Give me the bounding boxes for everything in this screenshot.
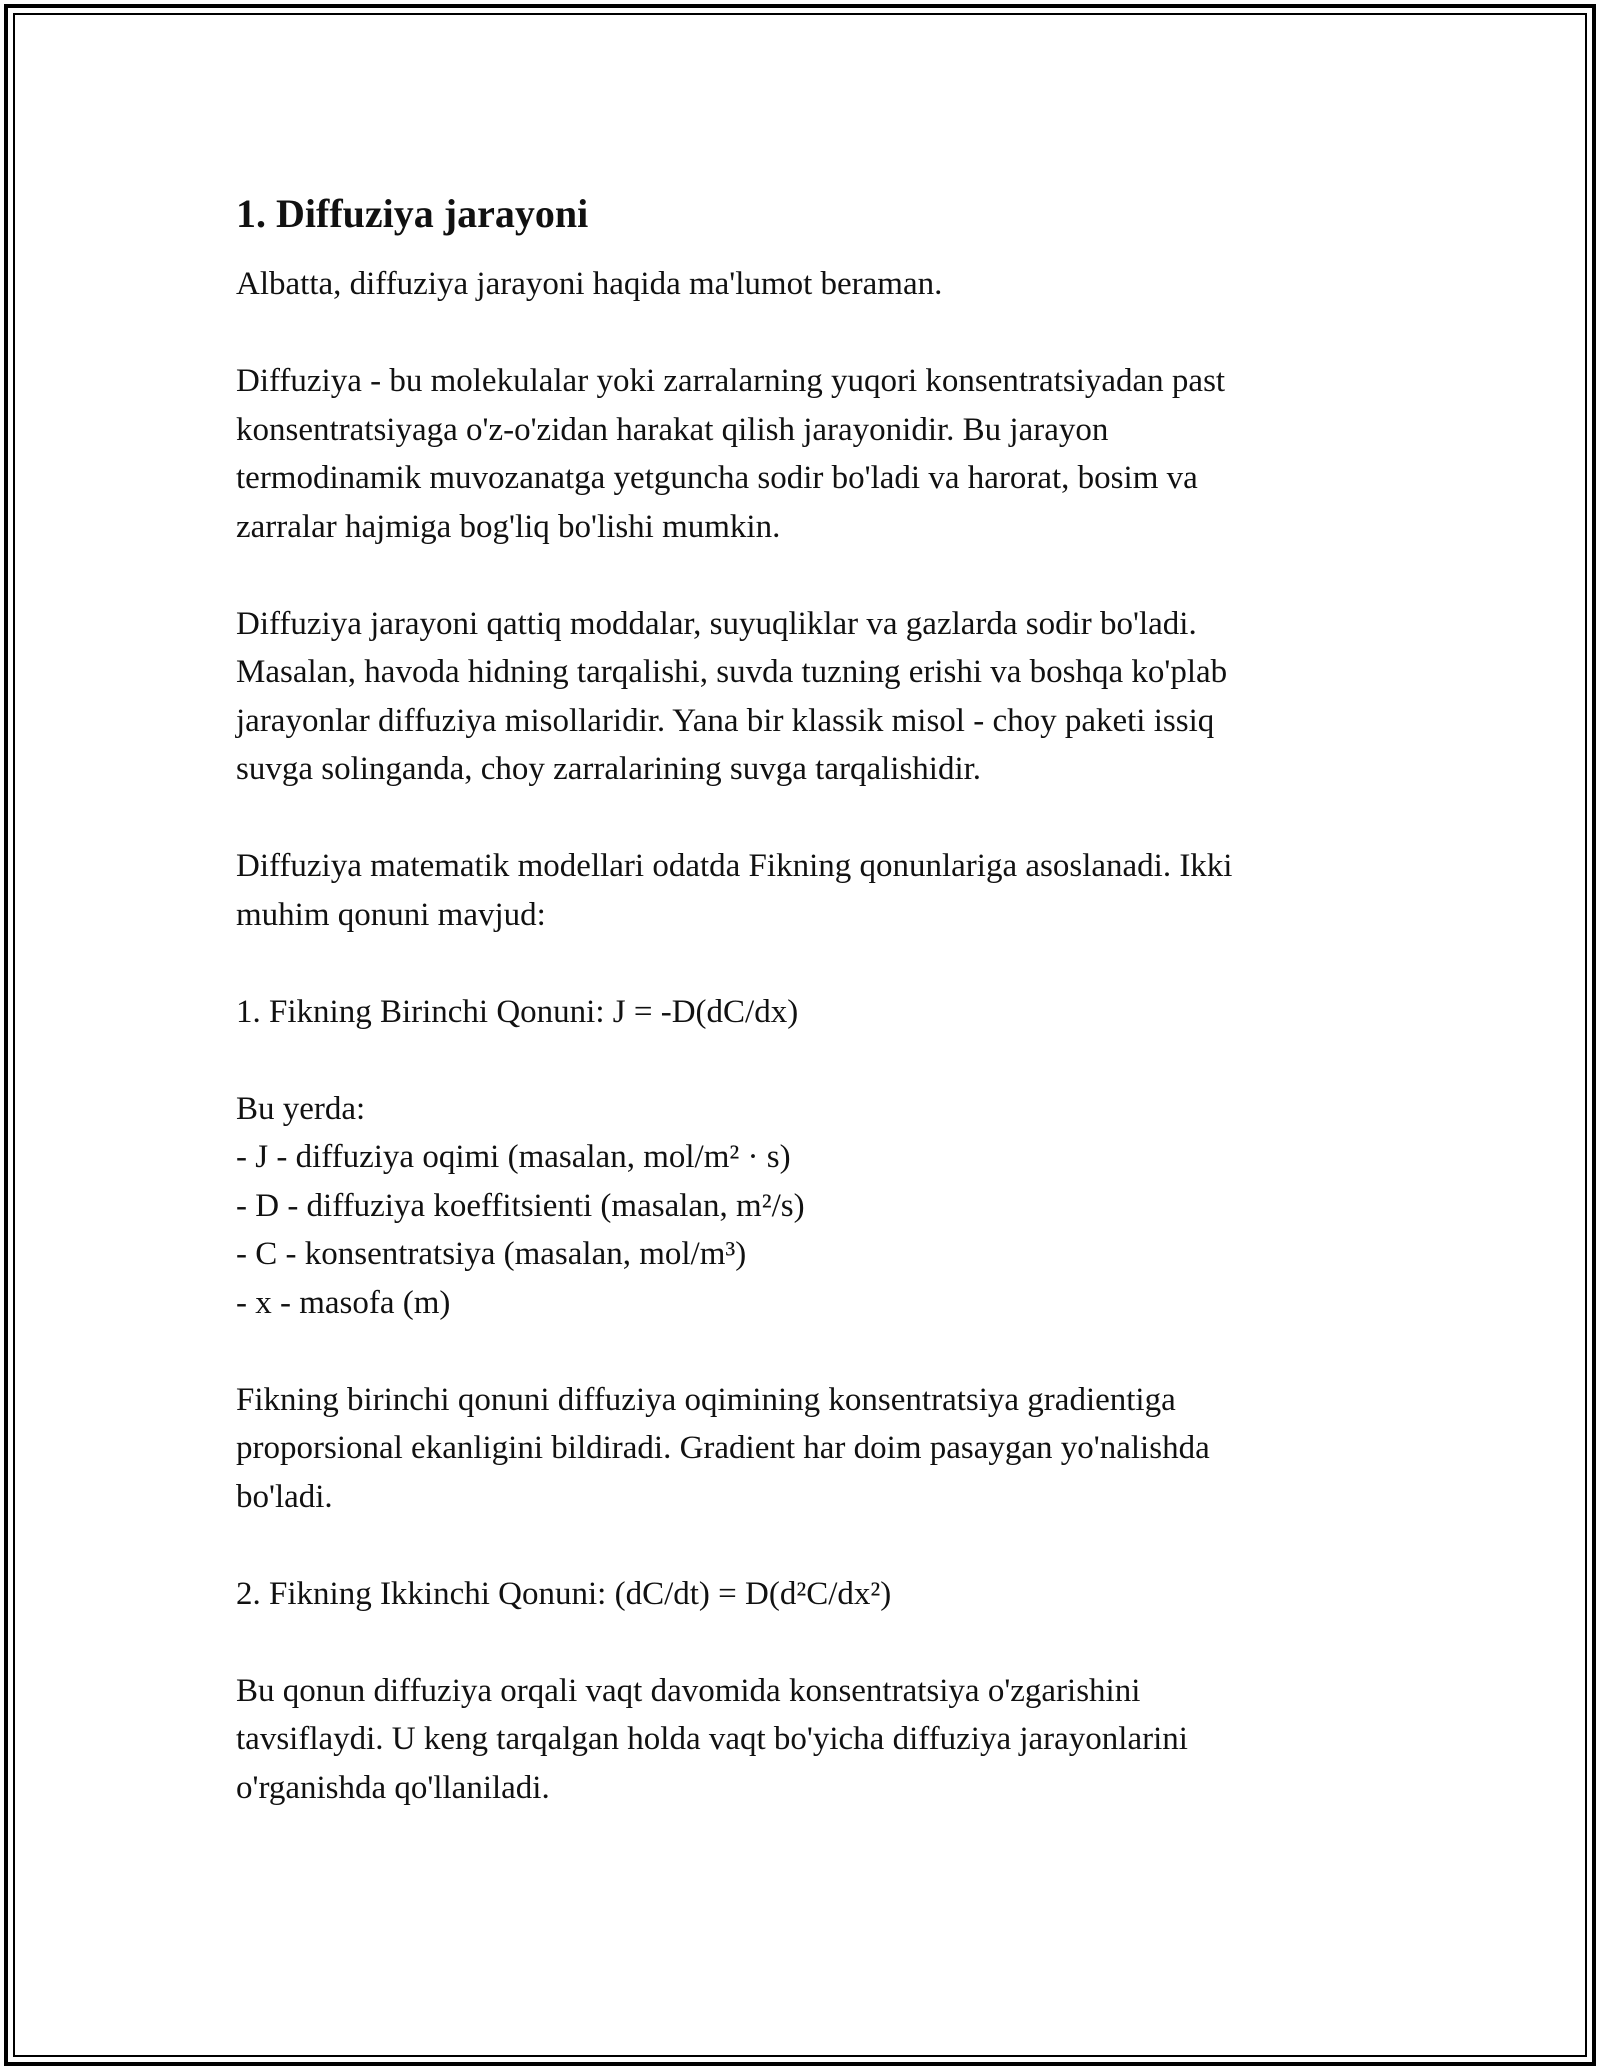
definition-item: - D - diffuziya koeffitsienti (masalan, m²/s) [236,1187,805,1224]
document-body [236,186,1396,1812]
intro-paragraph: Albatta, diffuziya jarayoni haqida ma'lumot beraman. [236,266,943,302]
first-law-formula: 1. Fikning Birinchi Qonuni: J = -D(dC/dx) [236,993,799,1030]
definition-paragraph: Diffuziya - bu molekulalar yoki zarralarning yuqori konsentratsiyadan past konsentratsiyaga o'z-o'zidan harakat qilish jarayonidir. Bu jarayon termodinamik muvozanatga yetguncha sodir bo'ladi va harorat, bosim va zarralar hajmiga bog'liq bo'lishi mumkin. [236,363,1226,545]
where-label: Bu yerda: [236,1090,366,1127]
definition-item: - x - masofa (m) [236,1284,451,1321]
variable-definitions [236,1085,1396,1328]
definition-item: - J - diffuziya oqimi (masalan, mol/m² · s) [236,1139,791,1175]
second-law-explanation-paragraph: Bu qonun diffuziya orqali vaqt davomida konsentratsiya o'zgarishini tavsiflaydi. U keng tarqalgan holda vaqt bo'yicha diffuziya jarayonlarini o'rganishda qo'llaniladi. [236,1672,1188,1806]
first-law-explanation-paragraph: Fikning birinchi qonuni diffuziya oqimining konsentratsiya gradientiga proporsional ekanligini bildiradi. Gradient har doim pasaygan yo'nalishda bo'ladi. [236,1381,1210,1515]
definition-item: - C - konsentratsiya (masalan, mol/m³) [236,1236,747,1272]
fick-laws-intro-paragraph: Diffuziya matematik modellari odatda Fikning qonunlariga asoslanadi. Ikki muhim qonuni mavjud: [236,848,1233,933]
second-law-formula: 2. Fikning Ikkinchi Qonuni: (dC/dt) = D(d²C/dx²) [236,1575,892,1612]
document-title: 1. Diffuziya jarayoni [236,191,589,236]
examples-paragraph: Diffuziya jarayoni qattiq moddalar, suyuqliklar va gazlarda sodir bo'ladi. Masalan, havoda hidning tarqalishi, suvda tuzning erishi va boshqa ko'plab jarayonlar diffuziya misollaridir. Yana bir klassik misol - choy paketi issiq suvga solinganda, choy zarralarining suvga tarqalishidir. [236,605,1228,787]
